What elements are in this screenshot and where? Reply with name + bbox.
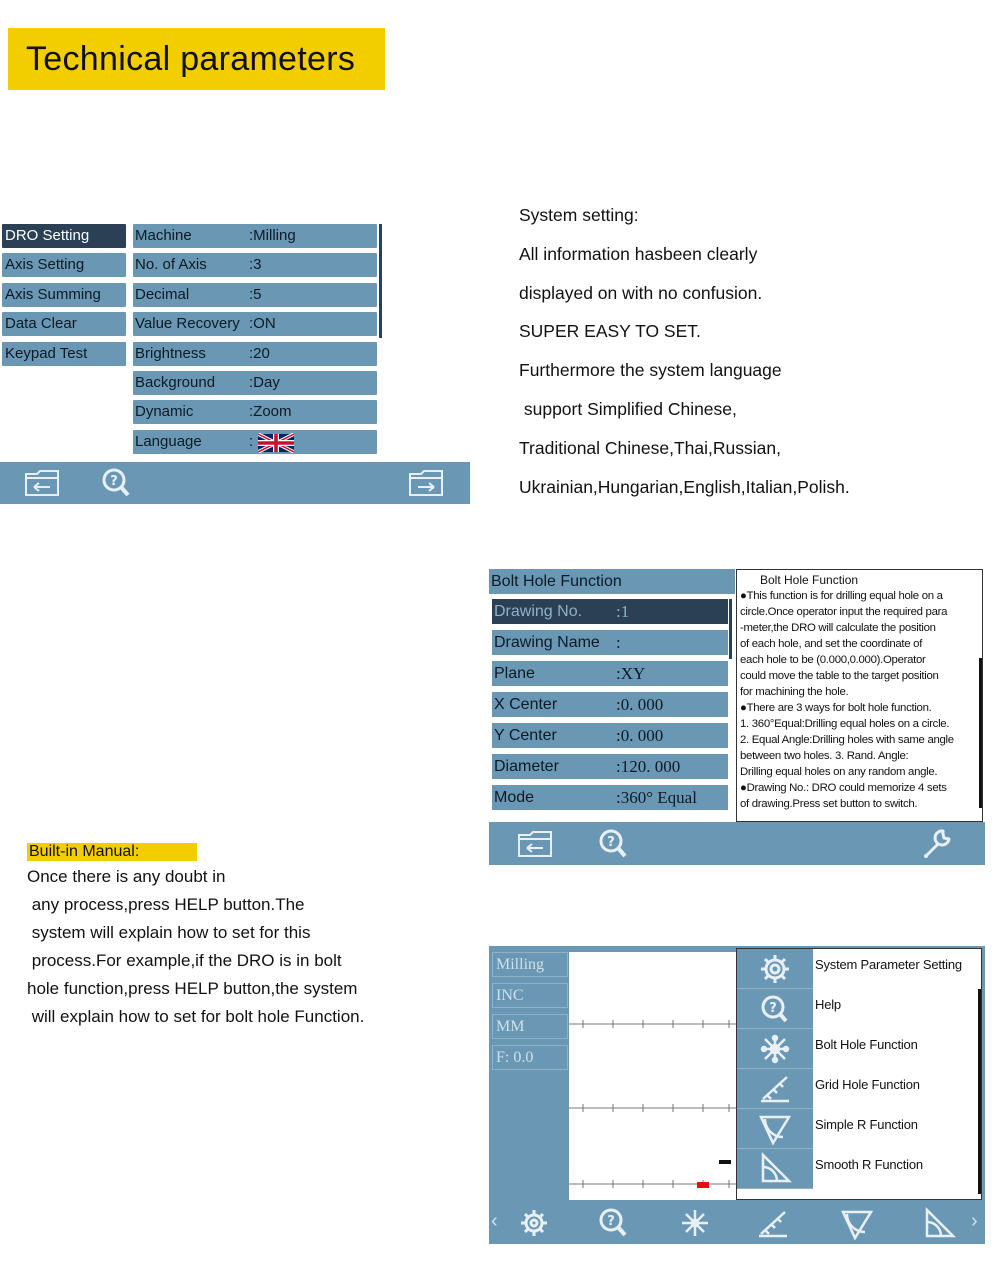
help-search-icon[interactable] xyxy=(96,466,136,500)
param-value: : 1 xyxy=(616,599,629,624)
help-line: of drawing.Press set button to switch. xyxy=(740,798,918,810)
axis-display xyxy=(569,952,737,1200)
param-label: Plane xyxy=(494,665,535,682)
param-row-mode[interactable] xyxy=(492,785,728,810)
status-column xyxy=(492,952,568,1076)
bottom-toolbar xyxy=(0,462,470,504)
help-line: circle.Once operator input the required para xyxy=(740,606,948,618)
param-row-background[interactable] xyxy=(133,371,377,395)
help-line: ●Drawing No.: DRO could memorize 4 sets xyxy=(740,782,947,794)
folder-forward-icon[interactable] xyxy=(406,466,446,500)
menu-item-data-clear[interactable]: Data Clear xyxy=(2,312,126,336)
param-label: X Center xyxy=(494,696,558,713)
wrench-icon[interactable] xyxy=(917,827,957,861)
gear-icon[interactable] xyxy=(514,1206,554,1240)
help-line: Drilling equal holes on any random angle. xyxy=(740,766,938,778)
bolt-hole-icon xyxy=(737,1029,813,1069)
param-label: Machine xyxy=(135,227,192,244)
param-label: Mode xyxy=(494,789,535,806)
desc-line: Ukrainian,Hungarian,English,Italian,Polish. xyxy=(519,476,850,497)
menu-item-axis-summing[interactable]: Axis Summing xyxy=(2,283,126,307)
help-line: each hole to be (0.000,0.000).Operator xyxy=(740,654,926,666)
manual-line: will explain how to set for bolt hole Function. xyxy=(27,1007,365,1026)
param-label: Value Recovery xyxy=(135,315,240,333)
menu-item-bolt-hole[interactable] xyxy=(737,1029,981,1069)
help-line: of each hole, and set the coordinate of xyxy=(740,638,923,650)
menu-item-label: Simple R Function xyxy=(815,1117,918,1132)
menu-item-smooth-r[interactable] xyxy=(737,1149,981,1189)
param-label: Y Center xyxy=(494,727,557,744)
param-value: : 360° Equal xyxy=(616,785,697,810)
manual-line: system will explain how to set for this xyxy=(27,923,311,942)
help-line: ●There are 3 ways for bolt hole function. xyxy=(740,702,932,714)
param-row-y-center[interactable] xyxy=(492,723,728,748)
axis-scales xyxy=(569,952,737,1200)
param-row-dynamic[interactable] xyxy=(133,400,377,424)
param-value: : ON xyxy=(249,312,276,336)
bottom-toolbar xyxy=(489,1202,985,1244)
param-row-language[interactable] xyxy=(133,430,377,454)
title-banner xyxy=(8,28,385,90)
param-label: Background xyxy=(135,373,216,391)
desc-line: System setting: xyxy=(519,205,639,225)
param-label: Decimal xyxy=(135,285,190,303)
param-row-drawing-no[interactable] xyxy=(492,599,728,624)
setting-menu xyxy=(2,224,126,371)
param-value xyxy=(616,630,621,655)
folder-back-icon[interactable] xyxy=(22,466,62,500)
manual-line: any process,press HELP button.The xyxy=(27,895,305,914)
param-row-drawing-name[interactable] xyxy=(492,630,728,655)
help-search-icon[interactable] xyxy=(593,827,633,861)
scrollbar[interactable] xyxy=(379,224,382,338)
param-label: Language xyxy=(135,432,202,450)
svg-text:?: ? xyxy=(110,474,118,489)
grid-hole-icon xyxy=(737,1069,813,1109)
system-setting-description xyxy=(519,203,989,513)
param-row-plane[interactable] xyxy=(492,661,728,686)
menu-item-axis-setting[interactable]: Axis Setting xyxy=(2,253,126,277)
manual-line: process.For example,if the DRO is in bolt xyxy=(27,951,342,970)
param-row-value-recovery[interactable] xyxy=(133,312,377,336)
svg-text:?: ? xyxy=(769,1001,777,1016)
status-feed: F: 0.0 xyxy=(492,1045,568,1070)
help-line: 2. Equal Angle:Drilling holes with same angle xyxy=(740,734,954,746)
menu-item-help[interactable] xyxy=(737,989,981,1029)
svg-text:?: ? xyxy=(607,835,615,850)
param-value: : Zoom xyxy=(249,400,292,424)
param-row-x-center[interactable] xyxy=(492,692,728,717)
scrollbar[interactable] xyxy=(729,599,732,659)
uk-flag-icon xyxy=(258,433,294,453)
desc-line: SUPER EASY TO SET. xyxy=(519,321,701,342)
help-line: 1. 360°Equal:Drilling equal holes on a circle. xyxy=(740,718,950,730)
simple-r-icon xyxy=(737,1109,813,1149)
menu-item-simple-r[interactable] xyxy=(737,1109,981,1149)
menu-item-label: Grid Hole Function xyxy=(815,1077,920,1092)
bolt-hole-icon[interactable] xyxy=(675,1206,715,1240)
param-label: Diameter xyxy=(494,758,559,775)
param-value: : 20 xyxy=(249,342,270,366)
function-menu-screen xyxy=(489,946,985,1244)
param-label: Drawing Name xyxy=(494,634,600,651)
scrollbar[interactable] xyxy=(978,989,981,1194)
menu-item-keypad-test[interactable]: Keypad Test xyxy=(2,342,126,366)
manual-description xyxy=(27,843,407,1031)
menu-item-system-parameter[interactable] xyxy=(737,949,981,989)
help-panel xyxy=(736,569,983,822)
bolt-hole-screen xyxy=(489,567,985,865)
param-value: : 5 xyxy=(249,283,262,307)
svg-text:?: ? xyxy=(607,1214,615,1229)
bolt-hole-header: Bolt Hole Function xyxy=(489,569,735,594)
smooth-r-icon[interactable] xyxy=(919,1206,959,1240)
help-line: -meter,the DRO will calculate the position xyxy=(740,622,936,634)
manual-title: Built-in Manual: xyxy=(27,843,197,861)
param-label: Brightness xyxy=(135,344,206,362)
param-value: : Day xyxy=(249,371,280,395)
smooth-r-icon xyxy=(737,1149,813,1189)
param-value: : Milling xyxy=(249,224,296,248)
status-unit: MM xyxy=(492,1014,568,1039)
desc-line: displayed on with no confusion. xyxy=(519,282,763,303)
status-mode: Milling xyxy=(492,952,568,977)
menu-item-dro-setting[interactable]: DRO Setting xyxy=(2,224,126,248)
menu-item-label: Smooth R Function xyxy=(815,1157,923,1172)
menu-item-label: System Parameter Setting xyxy=(815,957,962,972)
manual-line: Once there is any doubt in xyxy=(27,867,226,886)
param-value: : 0. 000 xyxy=(616,723,663,748)
param-value xyxy=(249,430,253,454)
help-scrollbar[interactable] xyxy=(979,658,982,808)
param-list xyxy=(133,224,377,459)
menu-item-grid-hole[interactable] xyxy=(737,1069,981,1109)
desc-line: Traditional Chinese,Thai,Russian, xyxy=(519,437,781,458)
desc-line: support Simplified Chinese, xyxy=(519,398,737,419)
chevron-left-icon[interactable]: ‹ xyxy=(491,1210,498,1232)
menu-item-label: Help xyxy=(815,997,841,1012)
help-line: could move the table to the target position xyxy=(740,670,939,682)
param-label: Drawing No. xyxy=(494,603,583,620)
folder-back-icon[interactable] xyxy=(515,827,555,861)
status-inc: INC xyxy=(492,983,568,1008)
help-icon xyxy=(737,989,813,1029)
param-value: : 120. 000 xyxy=(616,754,680,779)
desc-line: All information hasbeen clearly xyxy=(519,243,758,264)
param-row-brightness[interactable] xyxy=(133,342,377,366)
dro-setting-screen xyxy=(0,222,470,504)
param-row-machine[interactable] xyxy=(133,224,377,248)
function-menu xyxy=(736,948,982,1200)
bolt-hole-params xyxy=(492,599,728,816)
param-value: : XY xyxy=(616,661,645,686)
param-label: Dynamic xyxy=(135,403,194,421)
help-title: Bolt Hole Function xyxy=(760,573,859,587)
help-line: ●This function is for drilling equal hole on a xyxy=(740,590,943,602)
help-line: for machining the hole. xyxy=(740,686,849,698)
param-row-diameter[interactable] xyxy=(492,754,728,779)
page-title: Technical parameters xyxy=(26,40,356,78)
gear-icon xyxy=(737,949,813,989)
grid-hole-icon[interactable] xyxy=(753,1206,793,1240)
chevron-right-icon[interactable]: › xyxy=(971,1210,978,1232)
help-icon[interactable] xyxy=(593,1206,633,1240)
param-row-decimal[interactable] xyxy=(133,283,377,307)
help-line: between two holes. 3. Rand. Angle: xyxy=(740,750,909,762)
param-row-axis[interactable] xyxy=(133,253,377,277)
param-value: : 3 xyxy=(249,253,262,277)
bottom-toolbar xyxy=(489,822,985,865)
desc-line: Furthermore the system language xyxy=(519,360,782,381)
menu-item-label: Bolt Hole Function xyxy=(815,1037,918,1052)
simple-r-icon[interactable] xyxy=(837,1206,877,1240)
param-label: No. of Axis xyxy=(135,256,207,274)
manual-line: hole function,press HELP button,the system xyxy=(27,979,358,998)
param-value: : 0. 000 xyxy=(616,692,663,717)
